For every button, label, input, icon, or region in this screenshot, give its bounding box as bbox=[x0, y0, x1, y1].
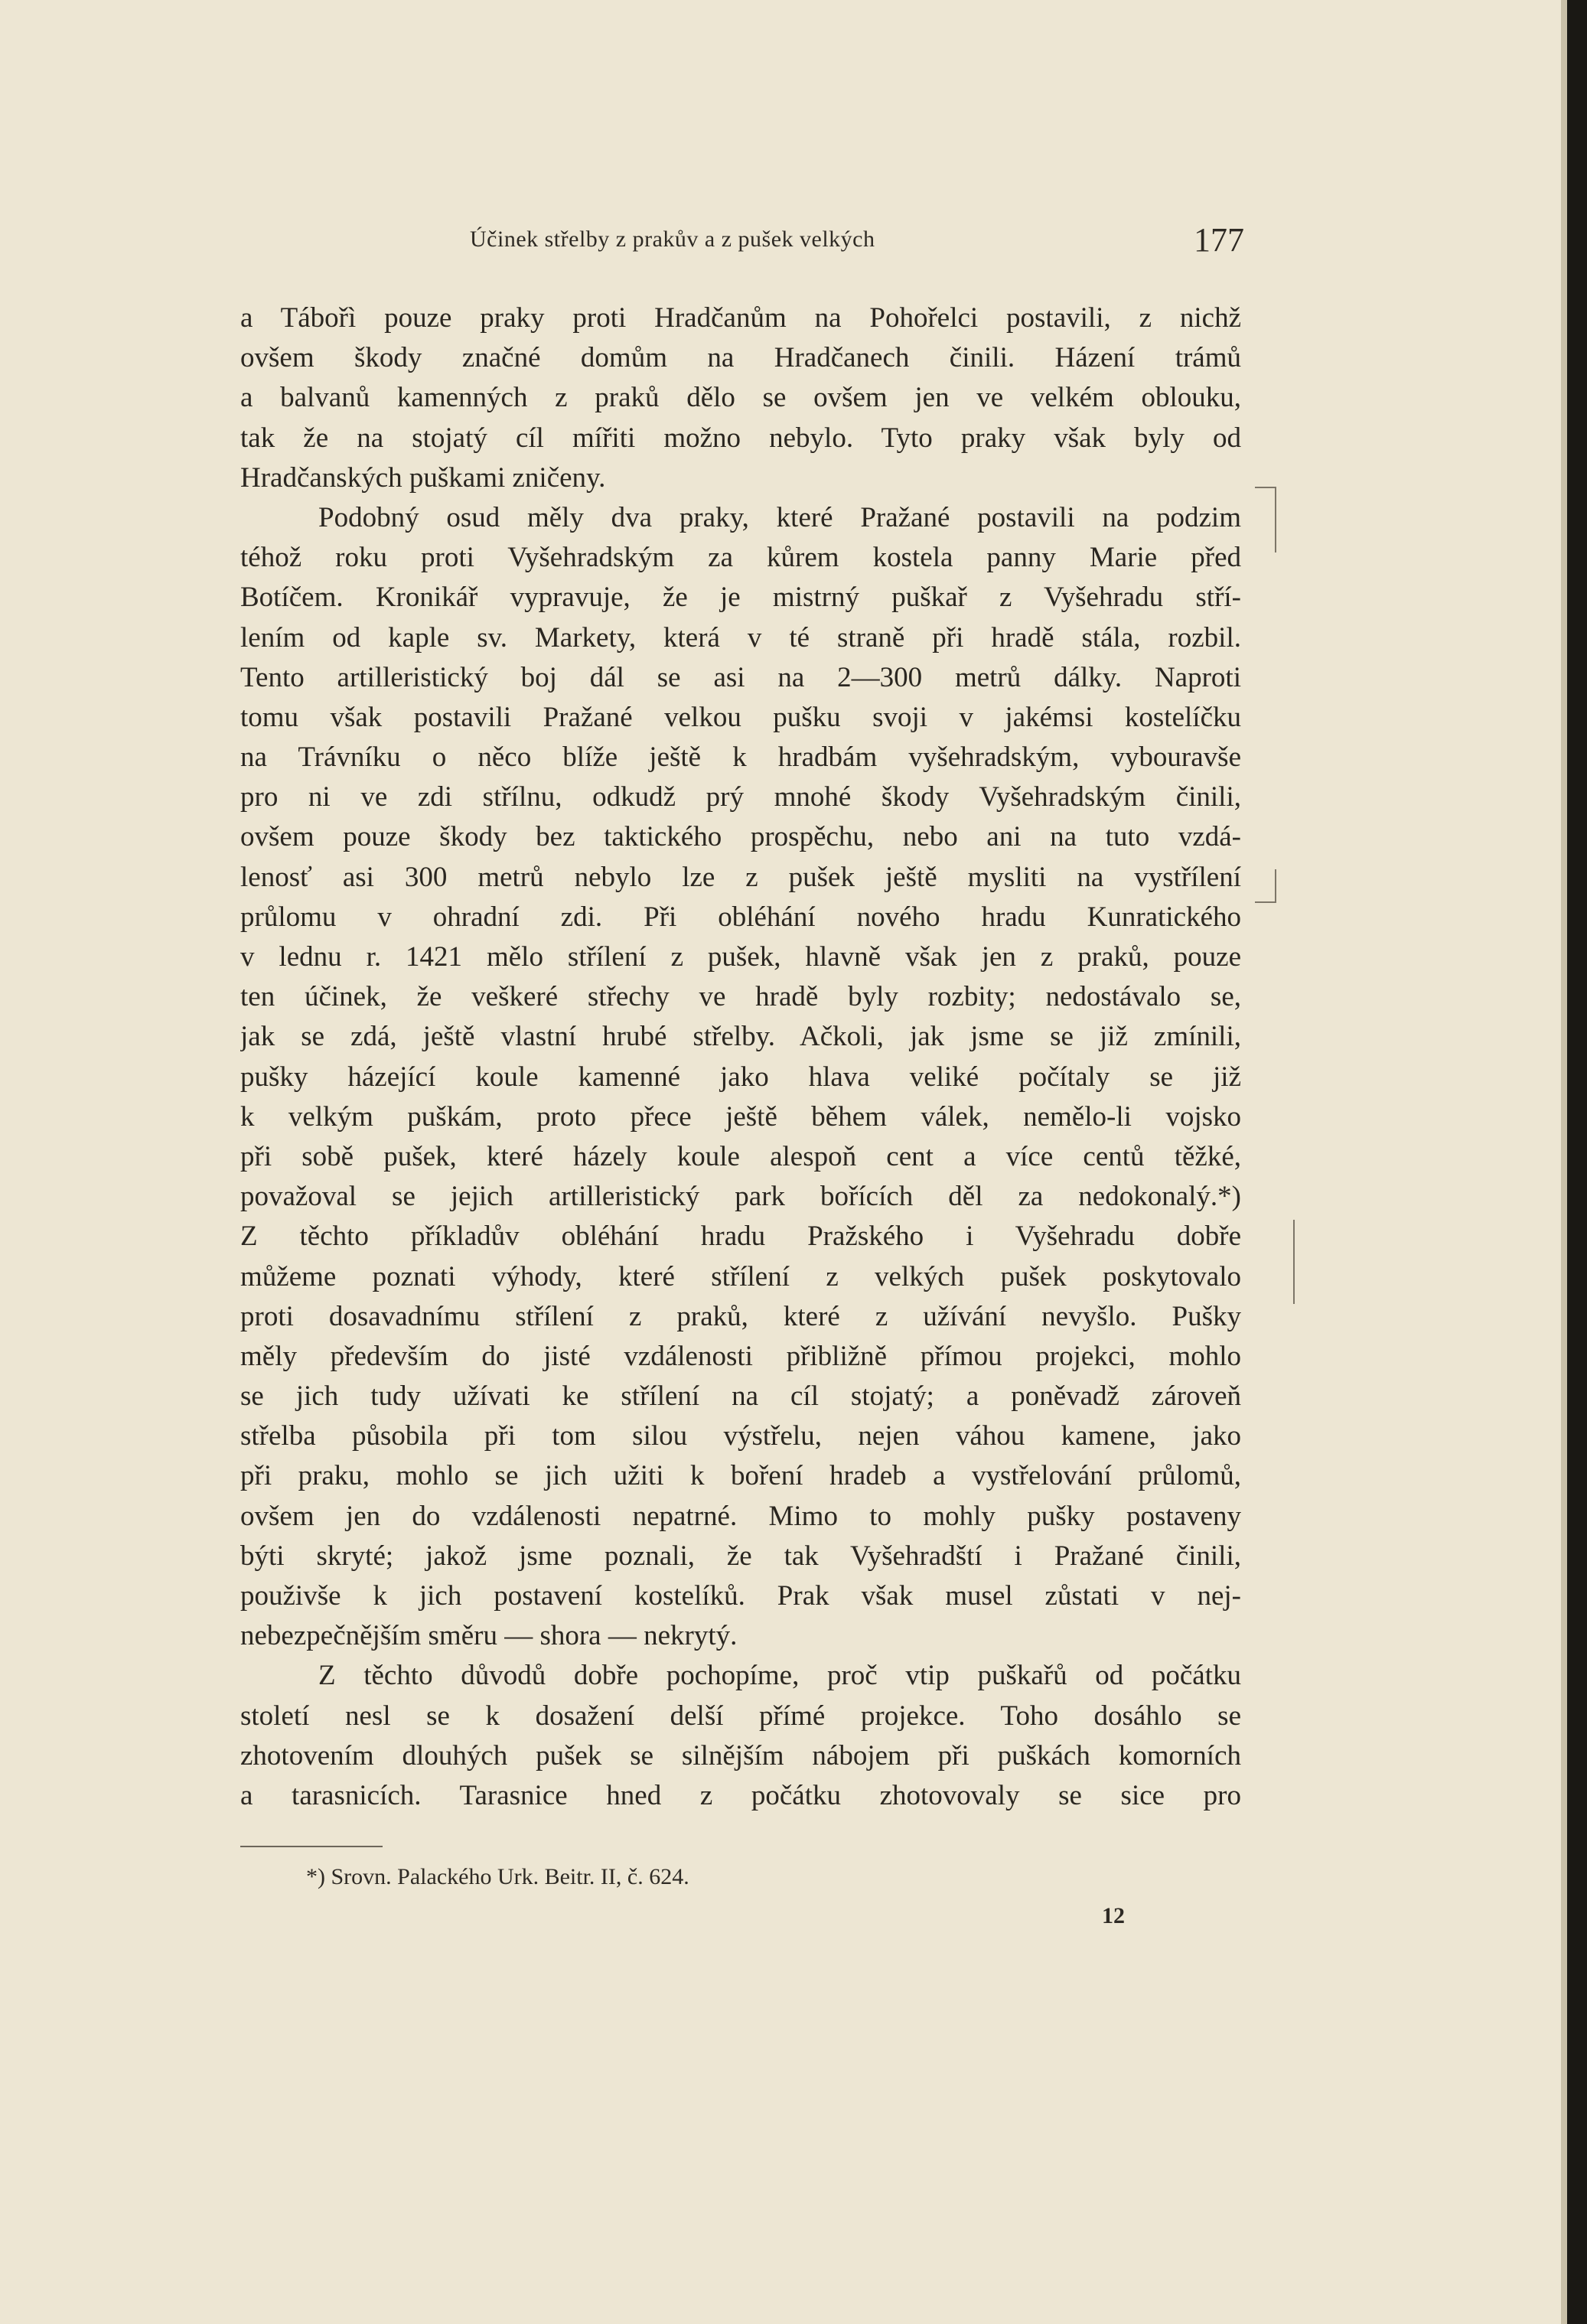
text-line: Z těchto důvodů dobře pochopíme, proč vtip puškařů od počátku bbox=[318, 1660, 1241, 1692]
page-number: 177 bbox=[1194, 221, 1244, 259]
text-line: k velkým puškám, proto přece ještě během válek, nemělo-li vojsko bbox=[240, 1100, 1241, 1133]
text-line: a tarasnicích. Tarasnice hned z počátku zhotovovaly se sice pro bbox=[240, 1779, 1241, 1811]
text-line: Hradčanských puškami zničeny. bbox=[240, 461, 606, 494]
text-line: tak že na stojatý cíl mířiti možno nebylo. Tyto praky však byly od bbox=[240, 422, 1241, 454]
margin-mark bbox=[1275, 487, 1276, 552]
footnote: *) Srovn. Palackého Urk. Beitr. II, č. 624. bbox=[306, 1864, 689, 1889]
text-line: Tento artilleristický boj dál se asi na 2—300 metrů dálky. Naproti bbox=[240, 661, 1241, 693]
text-line: pušky házející koule kamenné jako hlava veliké počítaly se již bbox=[240, 1061, 1241, 1093]
text-line: proti dosavadnímu střílení z praků, které z užívání nevyšlo. Pušky bbox=[240, 1300, 1241, 1332]
text-line: ovšem škody značné domům na Hradčanech činili. Házení trámů bbox=[240, 342, 1241, 374]
page-gutter-shadow bbox=[1561, 0, 1567, 2324]
text-line: při praku, mohlo se jich užiti k boření hradeb a vystřelování průlomů, bbox=[240, 1460, 1241, 1492]
margin-mark bbox=[1275, 869, 1276, 903]
text-line: století nesl se k dosažení delší přímé projekce. Toho dosáhlo se bbox=[240, 1700, 1241, 1732]
text-line: ovšem pouze škody bez taktického prospěchu, nebo ani na tuto vzdá- bbox=[240, 821, 1241, 853]
text-line: Botíčem. Kronikář vypravuje, že je mistrný puškař z Vyšehradu stří- bbox=[240, 582, 1241, 614]
page-edge bbox=[1567, 0, 1587, 2324]
text-line: ten účinek, že veškeré střechy ve hradě byly rozbity; nedostávalo se, bbox=[240, 981, 1241, 1013]
body-text bbox=[240, 298, 1241, 1816]
text-line: nebezpečnějším směru — shora — nekrytý. bbox=[240, 1620, 738, 1652]
text-line: a balvanů kamenných z praků dělo se ovšem jen ve velkém oblouku, bbox=[240, 382, 1241, 414]
text-line: v lednu r. 1421 mělo střílení z pušek, hlavně však jen z praků, pouze bbox=[240, 941, 1241, 973]
text-line: střelba působila při tom silou výstřelu, nejen váhou kamene, jako bbox=[240, 1420, 1241, 1452]
text-line: ovšem jen do vzdálenosti nepatrné. Mimo to mohly pušky postaveny bbox=[240, 1500, 1241, 1532]
text-line: zhotovením dlouhých pušek se silnějším nábojem při puškách komorních bbox=[240, 1739, 1241, 1772]
text-line: tomu však postavili Pražané velkou pušku svoji v jakémsi kostelíčku bbox=[240, 701, 1241, 733]
text-line: lením od kaple sv. Markety, která v té straně při hradě stála, rozbil. bbox=[240, 621, 1241, 654]
text-line: býti skryté; jakož jsme poznali, že tak Vyšehradští i Pražané činili, bbox=[240, 1540, 1241, 1572]
text-line: považoval se jejich artilleristický park bořících děl za nedokonalý.*) bbox=[240, 1181, 1241, 1213]
text-line: na Trávníku o něco blíže ještě k hradbám vyšehradským, vybouravše bbox=[240, 742, 1241, 774]
page-header bbox=[240, 220, 1244, 259]
text-line: se jich tudy užívati ke střílení na cíl stojatý; a poněvadž zároveň bbox=[240, 1380, 1241, 1413]
text-line: Z těchto příkladův obléhání hradu Pražského i Vyšehradu dobře bbox=[240, 1221, 1241, 1253]
text-line: použivše k jich postavení kostelíků. Prak však musel zůstati v nej- bbox=[240, 1580, 1241, 1612]
text-line: můžeme poznati výhody, které střílení z velkých pušek poskytovalo bbox=[240, 1260, 1241, 1292]
text-line: měly především do jisté vzdálenosti přibližně přímou projekci, mohlo bbox=[240, 1340, 1241, 1372]
running-title: Účinek střelby z prakův a z pušek velkých bbox=[470, 227, 875, 252]
text-line: a Tábořì pouze praky proti Hradčanům na Pohořelci postavili, z nichž bbox=[240, 302, 1241, 334]
signature-mark: 12 bbox=[1102, 1903, 1125, 1928]
text-line: jak se zdá, ještě vlastní hrubé střelby. Ačkoli, jak jsme se již zmínili, bbox=[240, 1021, 1241, 1053]
text-line: pro ni ve zdi střílnu, odkudž prý mnohé škody Vyšehradským činili, bbox=[240, 781, 1241, 813]
margin-mark bbox=[1255, 901, 1276, 903]
margin-mark bbox=[1255, 487, 1276, 488]
text-line: lenosť asi 300 metrů nebylo lze z pušek ještě mysliti na vystřílení bbox=[240, 861, 1241, 893]
text-line: při sobě pušek, které házely koule alespoň cent a více centů těžké, bbox=[240, 1140, 1241, 1172]
footnote-rule bbox=[240, 1846, 383, 1847]
text-line: Podobný osud měly dva praky, které Pražané postavili na podzim bbox=[318, 501, 1241, 533]
text-line: průlomu v ohradní zdi. Při obléhání nového hradu Kunratického bbox=[240, 901, 1241, 933]
text-line: téhož roku proti Vyšehradským za kůrem kostela panny Marie před bbox=[240, 542, 1241, 574]
margin-mark bbox=[1293, 1220, 1295, 1304]
